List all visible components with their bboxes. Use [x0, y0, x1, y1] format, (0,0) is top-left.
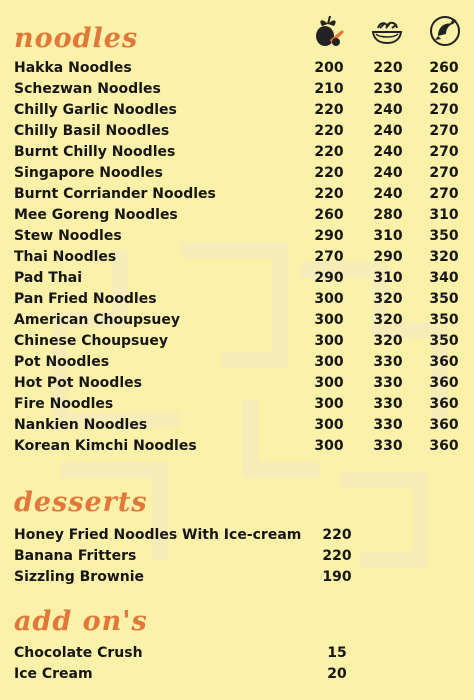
item-name: Honey Fried Noodles With Ice-cream: [14, 527, 302, 543]
item-price-veg: 300: [314, 396, 344, 412]
item-price: 20: [327, 666, 347, 682]
item-price-veg: 300: [314, 354, 344, 370]
item-name: Mee Goreng Noodles: [14, 207, 178, 223]
menu-row: [0, 352, 474, 373]
menu-row: [0, 289, 474, 310]
item-price-prawn: 350: [429, 228, 459, 244]
item-name: American Choupsuey: [14, 312, 180, 328]
menu-row: [0, 310, 474, 331]
item-price-chicken: 320: [373, 312, 403, 328]
item-price-veg: 300: [314, 333, 344, 349]
item-price-veg: 300: [314, 375, 344, 391]
item-price-prawn: 340: [429, 270, 459, 286]
item-price-chicken: 320: [373, 291, 403, 307]
item-price-chicken: 240: [373, 144, 403, 160]
menu-row: [0, 247, 474, 268]
menu-row: [0, 268, 474, 289]
item-price-prawn: 260: [429, 60, 459, 76]
menu-row: [0, 58, 474, 79]
item-price-chicken: 330: [373, 354, 403, 370]
item-price-chicken: 330: [373, 375, 403, 391]
item-price-prawn: 270: [429, 102, 459, 118]
item-name: Hakka Noodles: [14, 60, 132, 76]
item-price-chicken: 240: [373, 186, 403, 202]
menu-row: [0, 226, 474, 247]
item-price-prawn: 350: [429, 312, 459, 328]
item-name: Burnt Corriander Noodles: [14, 186, 216, 202]
item-price-prawn: 320: [429, 249, 459, 265]
item-name: Thai Noodles: [14, 249, 117, 265]
item-name: Banana Fritters: [14, 548, 137, 564]
item-price-chicken: 290: [373, 249, 403, 265]
item-price-prawn: 270: [429, 165, 459, 181]
item-price-chicken: 330: [373, 417, 403, 433]
item-price: 220: [322, 548, 352, 564]
item-price-veg: 270: [314, 249, 344, 265]
item-price: 15: [327, 645, 347, 661]
prawn-icon: [428, 14, 462, 48]
item-price: 220: [322, 527, 352, 543]
vegetable-icon: [312, 14, 346, 48]
menu-row: [0, 664, 474, 685]
menu-row: [0, 525, 474, 546]
item-name: Stew Noodles: [14, 228, 122, 244]
item-price-chicken: 320: [373, 333, 403, 349]
item-price-veg: 260: [314, 207, 344, 223]
item-price-chicken: 310: [373, 228, 403, 244]
menu-row: [0, 142, 474, 163]
item-price-chicken: 280: [373, 207, 403, 223]
item-price-prawn: 350: [429, 291, 459, 307]
item-price-veg: 220: [314, 102, 344, 118]
item-price-prawn: 310: [429, 207, 459, 223]
item-price-veg: 220: [314, 144, 344, 160]
item-name: Pad Thai: [14, 270, 82, 286]
menu-row: [0, 331, 474, 352]
item-price-chicken: 230: [373, 81, 403, 97]
item-price-chicken: 310: [373, 270, 403, 286]
menu-row: [0, 163, 474, 184]
item-price-prawn: 360: [429, 354, 459, 370]
item-price-veg: 220: [314, 123, 344, 139]
item-price-chicken: 240: [373, 102, 403, 118]
item-price-prawn: 270: [429, 186, 459, 202]
item-price-prawn: 360: [429, 396, 459, 412]
menu-row: [0, 567, 474, 588]
menu-row: [0, 373, 474, 394]
item-price-prawn: 270: [429, 144, 459, 160]
menu-row: [0, 643, 474, 664]
item-price-veg: 300: [314, 438, 344, 454]
item-name: Korean Kimchi Noodles: [14, 438, 197, 454]
item-name: Chilly Garlic Noodles: [14, 102, 177, 118]
menu-row: [0, 415, 474, 436]
item-price-chicken: 330: [373, 438, 403, 454]
item-price-veg: 200: [314, 60, 344, 76]
item-price-veg: 210: [314, 81, 344, 97]
menu-row: [0, 184, 474, 205]
addons-heading: add on's: [14, 606, 148, 637]
item-name: Singapore Noodles: [14, 165, 163, 181]
item-price-prawn: 360: [429, 438, 459, 454]
item-price-prawn: 350: [429, 333, 459, 349]
item-name: Ice Cream: [14, 666, 93, 682]
item-name: Chocolate Crush: [14, 645, 143, 661]
item-name: Nankien Noodles: [14, 417, 148, 433]
item-name: Pot Noodles: [14, 354, 110, 370]
item-name: Hot Pot Noodles: [14, 375, 142, 391]
item-name: Chinese Choupsuey: [14, 333, 168, 349]
item-price-veg: 220: [314, 165, 344, 181]
item-price-veg: 300: [314, 312, 344, 328]
noodles-heading: noodles: [14, 23, 139, 54]
menu-row: [0, 100, 474, 121]
item-name: Fire Noodles: [14, 396, 114, 412]
item-price-chicken: 220: [373, 60, 403, 76]
item-name: Pan Fried Noodles: [14, 291, 157, 307]
chicken-dish-icon: [370, 14, 404, 48]
item-price-veg: 290: [314, 228, 344, 244]
item-price-prawn: 360: [429, 375, 459, 391]
menu-row: [0, 205, 474, 226]
item-price-chicken: 240: [373, 123, 403, 139]
item-price: 190: [322, 569, 352, 585]
desserts-heading: desserts: [14, 487, 148, 518]
item-name: Sizzling Brownie: [14, 569, 145, 585]
item-price-veg: 220: [314, 186, 344, 202]
item-price-prawn: 270: [429, 123, 459, 139]
item-name: Schezwan Noodles: [14, 81, 161, 97]
item-price-prawn: 360: [429, 417, 459, 433]
item-price-prawn: 260: [429, 81, 459, 97]
item-price-chicken: 240: [373, 165, 403, 181]
menu-row: [0, 121, 474, 142]
item-price-veg: 300: [314, 417, 344, 433]
item-price-veg: 290: [314, 270, 344, 286]
item-price-veg: 300: [314, 291, 344, 307]
menu-row: [0, 436, 474, 457]
item-name: Chilly Basil Noodles: [14, 123, 170, 139]
menu-row: [0, 546, 474, 567]
menu-row: [0, 394, 474, 415]
item-name: Burnt Chilly Noodles: [14, 144, 176, 160]
item-price-chicken: 330: [373, 396, 403, 412]
menu-row: [0, 79, 474, 100]
